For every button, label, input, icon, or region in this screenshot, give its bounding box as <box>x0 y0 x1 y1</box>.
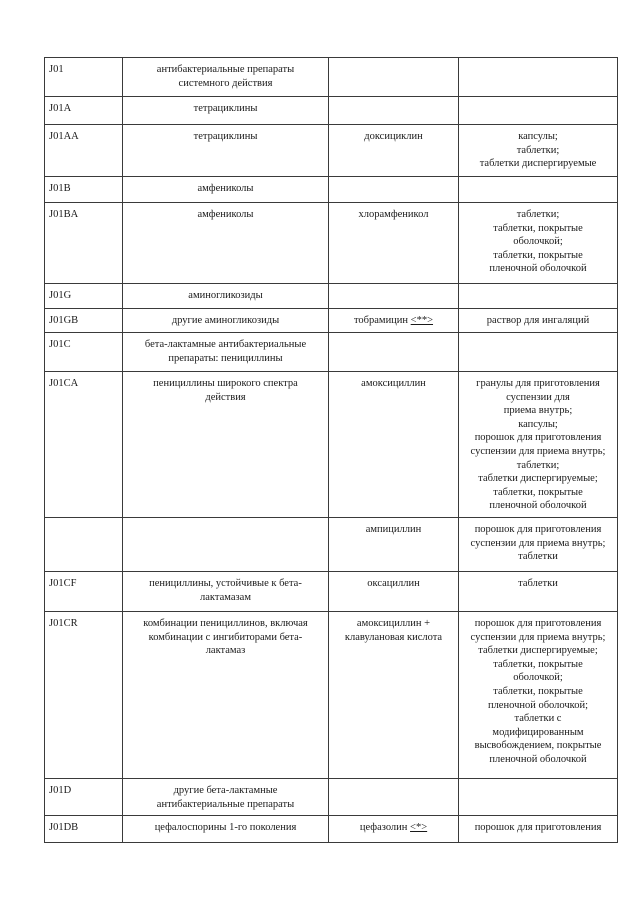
table-row <box>45 177 618 203</box>
table-row <box>45 517 618 571</box>
drug-name: тобрамицин <**> <box>329 309 459 333</box>
atc-code <box>45 517 123 571</box>
table-row <box>45 125 618 177</box>
atc-group: пенициллины широкого спектра действия <box>123 372 329 518</box>
drug-name: оксациллин <box>329 571 459 611</box>
footnote-ref: <**> <box>410 315 434 326</box>
dosage-forms <box>459 58 618 97</box>
drug-name: амоксициллин + клавулановая кислота <box>329 611 459 778</box>
atc-code: J01DB <box>45 816 123 843</box>
atc-code: J01B <box>45 177 123 203</box>
atc-code: J01GB <box>45 309 123 333</box>
drug-name: амоксициллин <box>329 372 459 518</box>
atc-group: аминогликозиды <box>123 284 329 309</box>
atc-group: пенициллины, устойчивые к бета- лактамазам <box>123 571 329 611</box>
atc-group: антибактериальные препараты системного действия <box>123 58 329 97</box>
footnote-ref: <*> <box>410 822 428 834</box>
drug-name: доксициклин <box>329 125 459 177</box>
dosage-forms <box>459 177 618 203</box>
table-row <box>45 97 618 125</box>
table-row <box>45 778 618 815</box>
dosage-forms: порошок для приготовления суспензии для приема внутрь; таблетки диспергируемые; таблетки, покрытые оболочкой; таблетки, покрытые пленочной оболочкой; таблетки с модифицированным высвобождением, покрытые пленочной оболочкой <box>459 611 618 778</box>
drug-name <box>329 284 459 309</box>
table-row <box>45 309 618 333</box>
atc-group: другие бета-лактамные антибактериальные препараты <box>123 778 329 815</box>
table-row <box>45 816 618 843</box>
drug-name <box>329 58 459 97</box>
dosage-forms: таблетки <box>459 571 618 611</box>
drug-name <box>329 778 459 815</box>
atc-code: J01AA <box>45 125 123 177</box>
atc-code: J01CF <box>45 571 123 611</box>
table-row <box>45 333 618 372</box>
drug-table <box>44 57 618 843</box>
atc-group: другие аминогликозиды <box>123 309 329 333</box>
atc-code: J01C <box>45 333 123 372</box>
atc-group: амфениколы <box>123 203 329 284</box>
atc-code: J01D <box>45 778 123 815</box>
table-row <box>45 203 618 284</box>
dosage-forms <box>459 333 618 372</box>
dosage-forms <box>459 778 618 815</box>
table-row <box>45 571 618 611</box>
dosage-forms: порошок для приготовления <box>459 816 618 843</box>
atc-code: J01G <box>45 284 123 309</box>
atc-code: J01CR <box>45 611 123 778</box>
table-row <box>45 284 618 309</box>
table-row <box>45 611 618 778</box>
atc-code: J01A <box>45 97 123 125</box>
dosage-forms: порошок для приготовления суспензии для приема внутрь; таблетки <box>459 517 618 571</box>
atc-group: цефалоспорины 1-го поколения <box>123 816 329 843</box>
atc-group: комбинации пенициллинов, включая комбинации с ингибиторами бета- лактамаз <box>123 611 329 778</box>
dosage-forms: таблетки; таблетки, покрытые оболочкой; таблетки, покрытые пленочной оболочкой <box>459 203 618 284</box>
atc-code: J01BA <box>45 203 123 284</box>
dosage-forms: капсулы; таблетки; таблетки диспергируемые <box>459 125 618 177</box>
table-row <box>45 58 618 97</box>
atc-group: бета-лактамные антибактериальные препараты: пенициллины <box>123 333 329 372</box>
atc-group: амфениколы <box>123 177 329 203</box>
dosage-forms: раствор для ингаляций <box>459 309 618 333</box>
drug-name <box>329 97 459 125</box>
drug-name: цефазолин <*> <box>329 816 459 843</box>
atc-group <box>123 517 329 571</box>
table-row <box>45 372 618 518</box>
dosage-forms: гранулы для приготовления суспензии для приема внутрь; капсулы; порошок для приготовления суспензии для приема внутрь; таблетки; таблетки диспергируемые; таблетки, покрытые пленочной оболочкой <box>459 372 618 518</box>
dosage-forms <box>459 97 618 125</box>
drug-name: хлорамфеникол <box>329 203 459 284</box>
atc-code: J01 <box>45 58 123 97</box>
drug-name: ампициллин <box>329 517 459 571</box>
drug-name <box>329 333 459 372</box>
drug-name <box>329 177 459 203</box>
atc-code: J01CA <box>45 372 123 518</box>
dosage-forms <box>459 284 618 309</box>
atc-group: тетрациклины <box>123 97 329 125</box>
atc-group: тетрациклины <box>123 125 329 177</box>
